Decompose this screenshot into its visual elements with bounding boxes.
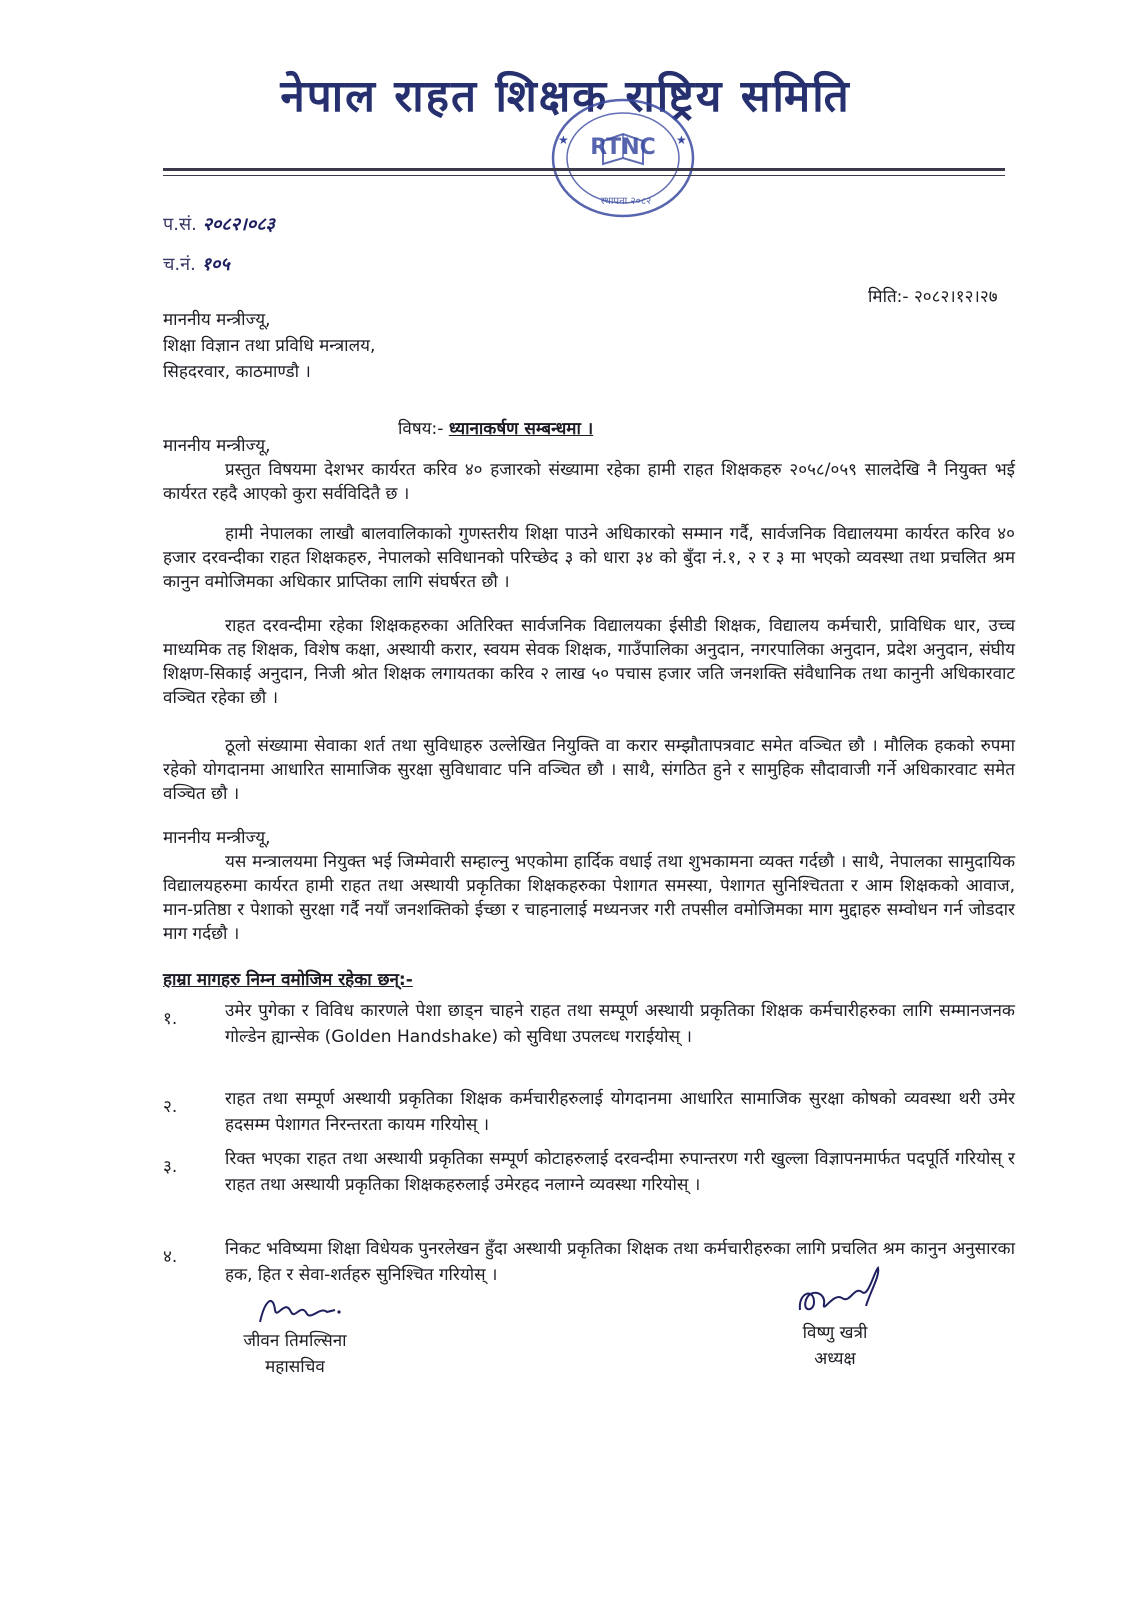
seal-year: स्थापना २०८२ — [600, 196, 652, 207]
signatory-secretary — [210, 1290, 380, 1380]
ps-label: प.सं. — [163, 214, 197, 235]
letterhead-divider-thin — [163, 175, 1005, 176]
signatory-title: अध्यक्ष — [814, 1349, 856, 1369]
paragraph-2: हामी नेपालका लाखौ बालवालिकाको गुणस्तरीय शिक्षा पाउने अधिकारको सम्मान गर्दै, सार्वजनिक विद्यालयमा कार्यरत करिव ४० हजार दरवन्दीका राहत शिक्षकहरु, नेपालको सविधानको परिच्छेद ३ को धारा ३४ को बुँदा नं.१, २ र ३ मा भएको व्यवस्था तथा प्रचलित श्रम कानुन वमोजिमका अधिकार प्राप्तिका लागि संघर्षरत छौ । — [163, 524, 1015, 592]
svg-text:★: ★ — [676, 133, 687, 147]
demand-text: उमेर पुगेका र विविध कारणले पेशा छाड्न चाहने राहत तथा सम्पूर्ण अस्थायी प्रकृतिका शिक्षक कर्मचारीहरुका लागि सम्मानजनक गोल्डेन ह्यान्सेक (Golden Handshake) को सुविधा उपलव्ध गराईयोस् । — [225, 1001, 1015, 1047]
signatory-president — [760, 1262, 910, 1372]
subject-label: विषय:- — [398, 419, 444, 439]
salutation-2: माननीय मन्त्रीज्यू, — [163, 828, 271, 848]
signature-mark-icon — [780, 1262, 890, 1320]
signature-mark-icon — [235, 1290, 355, 1328]
demand-number: १. — [163, 1009, 178, 1029]
reference-cn — [163, 252, 230, 276]
paragraph-4: ठूलो संख्यामा सेवाका शर्त तथा सुविधाहरु उल्लेखित नियुक्ति वा करार सम्झौतापत्रवाट समेत वञ्चित छौ । मौलिक हकको रुपमा रहेको योगदानमा आधारित सामाजिक सुरक्षा सुविधावाट पनि वञ्चित छौ । साथै, संगठित हुने र सामुहिक सौदावाजी गर्ने अधिकारवाट समेत वञ्चित छौ । — [163, 736, 1015, 804]
cn-label: च.नं. — [163, 254, 196, 275]
demand-number: ४. — [163, 1247, 178, 1267]
demand-number: २. — [163, 1097, 178, 1117]
signatory-title: महासचिव — [265, 1357, 325, 1377]
paragraph-1: प्रस्तुत विषयमा देशभर कार्यरत करिव ४० हजारको संख्यामा रहेका हामी राहत शिक्षकहरु २०५८/०५९ सालदेखि नै नियुक्त भई कार्यरत रहदै आएको कुरा सर्वविदितै छ । — [163, 460, 1015, 504]
signatory-name: जीवन तिमल्सिना — [243, 1331, 347, 1351]
reference-ps — [163, 212, 275, 236]
paragraph-3: राहत दरवन्दीमा रहेका शिक्षकहरुका अतिरिक्त सार्वजनिक विद्यालयका ईसीडी शिक्षक, विद्यालय कर्मचारी, प्राविधिक धार, उच्च माध्यमिक तह शिक्षक, विशेष कक्षा, अस्थायी करार, स्वयम सेवक शिक्षक, गाउँपालिका अनुदान, नगरपालिका अनुदान, प्रदेश अनुदान, संघीय शिक्षण-सिकाई अनुदान, निजी श्रोत शिक्षक लगायतका करिव २ लाख ५० पचास हजार जति जनशक्ति संवैधानिक तथा कानुनी अधिकारवाट वञ्चित रहेका छौ । — [163, 616, 1015, 708]
subject-text: ध्यानाकर्षण सम्बन्धमा । — [448, 419, 594, 439]
signatory-name: विष्णु खत्री — [802, 1323, 868, 1343]
recipient-line-2: शिक्षा विज्ञान तथा प्रविधि मन्त्रालय, — [163, 336, 376, 356]
date-value: २०८२।१२।२७ — [913, 287, 998, 307]
svg-text:★: ★ — [558, 133, 569, 147]
demand-text: निकट भविष्यमा शिक्षा विधेयक पुनरलेखन हुँदा अस्थायी प्रकृतिका शिक्षक तथा कर्मचारीहरुका लागि प्रचलित श्रम कानुन अनुसारका हक, हित र सेवा-शर्तहरु सुनिश्चित गरियोस् । — [225, 1239, 1015, 1285]
seal-text: RTNC — [590, 135, 656, 160]
salutation-1: माननीय मन्त्रीज्यू, — [163, 436, 271, 456]
letter-date — [868, 284, 998, 307]
ps-value: २०८२।०८३ — [202, 214, 275, 235]
date-label: मिति:- — [868, 287, 909, 307]
demand-text: रिक्त भएका राहत तथा अस्थायी प्रकृतिका सम्पूर्ण कोटाहरुलाई दरवन्दीमा रुपान्तरण गरी खुल्ला विज्ञापनमार्फत पदपूर्ति गरियोस् र राहत तथा अस्थायी प्रकृतिका शिक्षकहरुलाई उमेरहद नलाग्ने व्यवस्था गरियोस् । — [225, 1149, 1015, 1195]
demand-number: ३. — [163, 1157, 178, 1177]
recipient-line-3: सिहदरवार, काठमाण्डौ । — [163, 362, 311, 382]
subject-line — [398, 416, 593, 439]
cn-value: १०५ — [201, 254, 230, 275]
recipient-line-1: माननीय मन्त्रीज्यू, — [163, 310, 271, 330]
demand-text: राहत तथा सम्पूर्ण अस्थायी प्रकृतिका शिक्षक कर्मचारीहरुलाई योगदानमा आधारित सामाजिक सुरक्षा कोषको व्यवस्था थरी उमेर हदसम्म पेशागत निरन्तरता कायम गरियोस् । — [225, 1089, 1015, 1135]
demands-heading: हाम्रा मागहरु निम्न वमोजिम रहेका छन्:- — [163, 970, 413, 990]
organization-name: नेपाल राहत शिक्षक राष्ट्रिय समिति — [280, 71, 851, 122]
paragraph-5: यस मन्त्रालयमा नियुक्त भई जिम्मेवारी सम्हाल्नु भएकोमा हार्दिक वधाई तथा शुभकामना व्यक्त गर्दछौ । साथै, नेपालका सामुदायिक विद्यालयहरुमा कार्यरत हामी राहत तथा अस्थायी प्रकृतिका शिक्षकहरुका पेशागत समस्या, पेशागत सुनिश्चितता र आम शिक्षकको आवाज, मान-प्रतिष्ठा र पेशाको सुरक्षा गर्दै नयाँ जनशक्तिको ईच्छा र चाहनालाई मध्यनजर गरी तपसील वमोजिमका माग मुद्दाहरु सम्वोधन गर्न जोडदार माग गर्दछौ । — [163, 852, 1015, 944]
organization-seal-icon — [548, 96, 698, 220]
letterhead-divider — [163, 168, 1005, 171]
